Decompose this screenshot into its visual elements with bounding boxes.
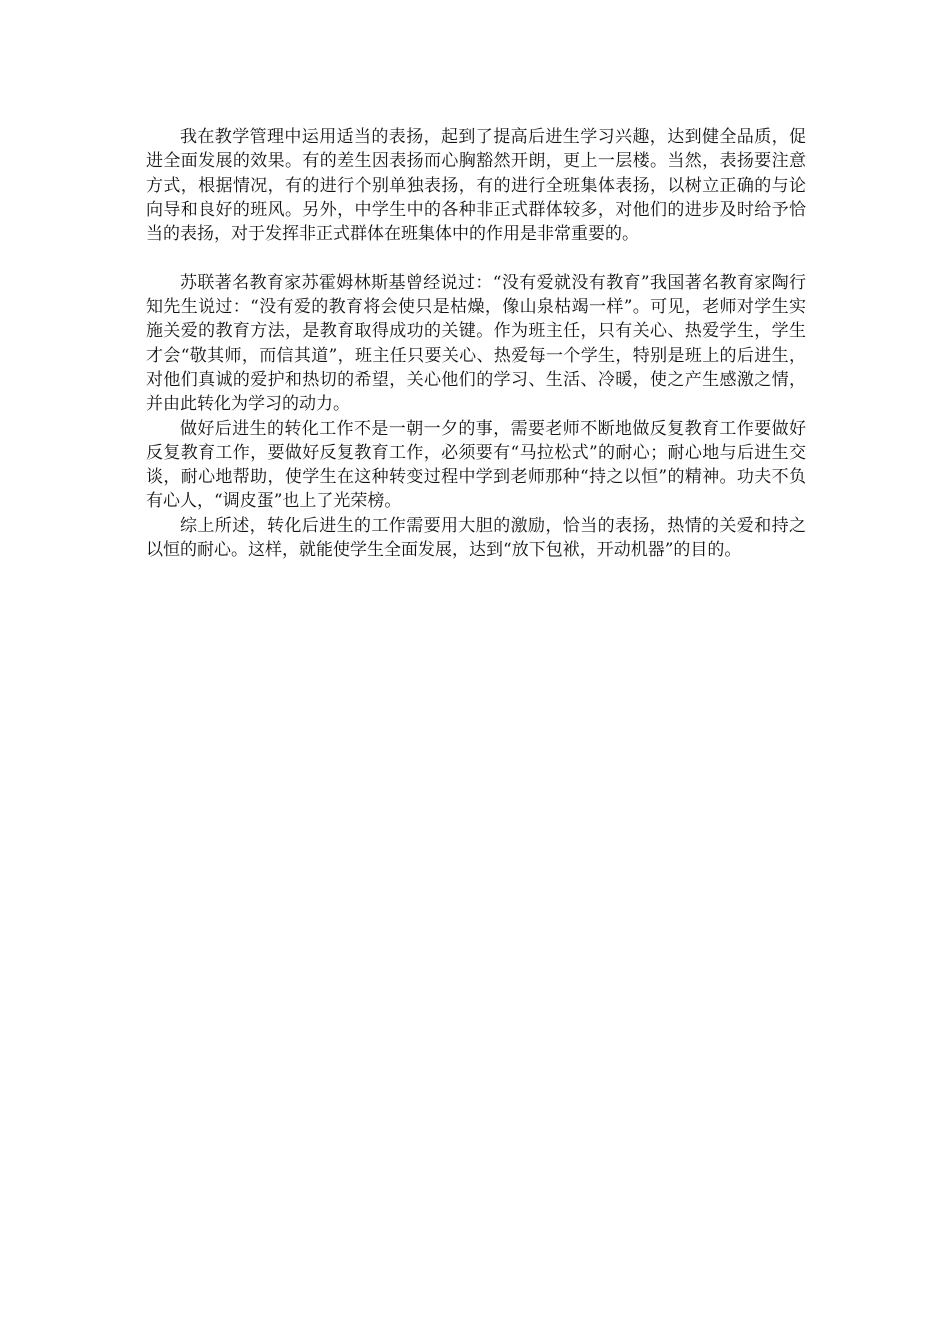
- paragraph-praise: 我在教学管理中运用适当的表扬，起到了提高后进生学习兴趣，达到健全品质，促进全面发展的效果。有的差生因表扬而心胸豁然开朗，更上一层楼。当然，表扬要注意方式，根据情况，有的进行个别单独表扬，有的进行全班集体表扬，以树立正确的与论向导和良好的班风。另外，中学生中的各种非正式群体较多，对他们的进步及时给予恰当的表扬，对于发挥非正式群体在班集体中的作用是非常重要的。: [146, 127, 806, 245]
- paragraph-love-education: 苏联著名教育家苏霍姆林斯基曾经说过：“没有爱就没有教育”我国著名教育家陶行知先生说过：“没有爱的教育将会使只是枯燥，像山泉枯竭一样”。可见，老师对学生实施关爱的教育方法，是教育取得成功的关键。作为班主任，只有关心、热爱学生，学生才会“敬其师，而信其道”，班主任只要关心、热爱每一个学生，特别是班上的后进生，对他们真诚的爱护和热切的希望，关心他们的学习、生活、冷暖，使之产生感激之情，并由此转化为学习的动力。: [146, 272, 806, 415]
- document-body: [146, 125, 806, 562]
- paragraph-repeated-education: 做好后进生的转化工作不是一朝一夕的事，需要老师不断地做反复教育工作要做好反复教育工作，要做好反复教育工作，必须要有“马拉松式”的耐心；耐心地与后进生交谈，耐心地帮助，使学生在这种转变过程中学到老师那种“持之以恒”的精神。功夫不负有心人，“调皮蛋”也上了光荣榜。: [146, 418, 806, 512]
- paragraph-conclusion: 综上所述，转化后进生的工作需要用大胆的激励，恰当的表扬，热情的关爱和持之以恒的耐心。这样，就能使学生全面发展，达到“放下包袱，开动机器”的目的。: [146, 515, 806, 561]
- paragraph-gap: [146, 246, 806, 270]
